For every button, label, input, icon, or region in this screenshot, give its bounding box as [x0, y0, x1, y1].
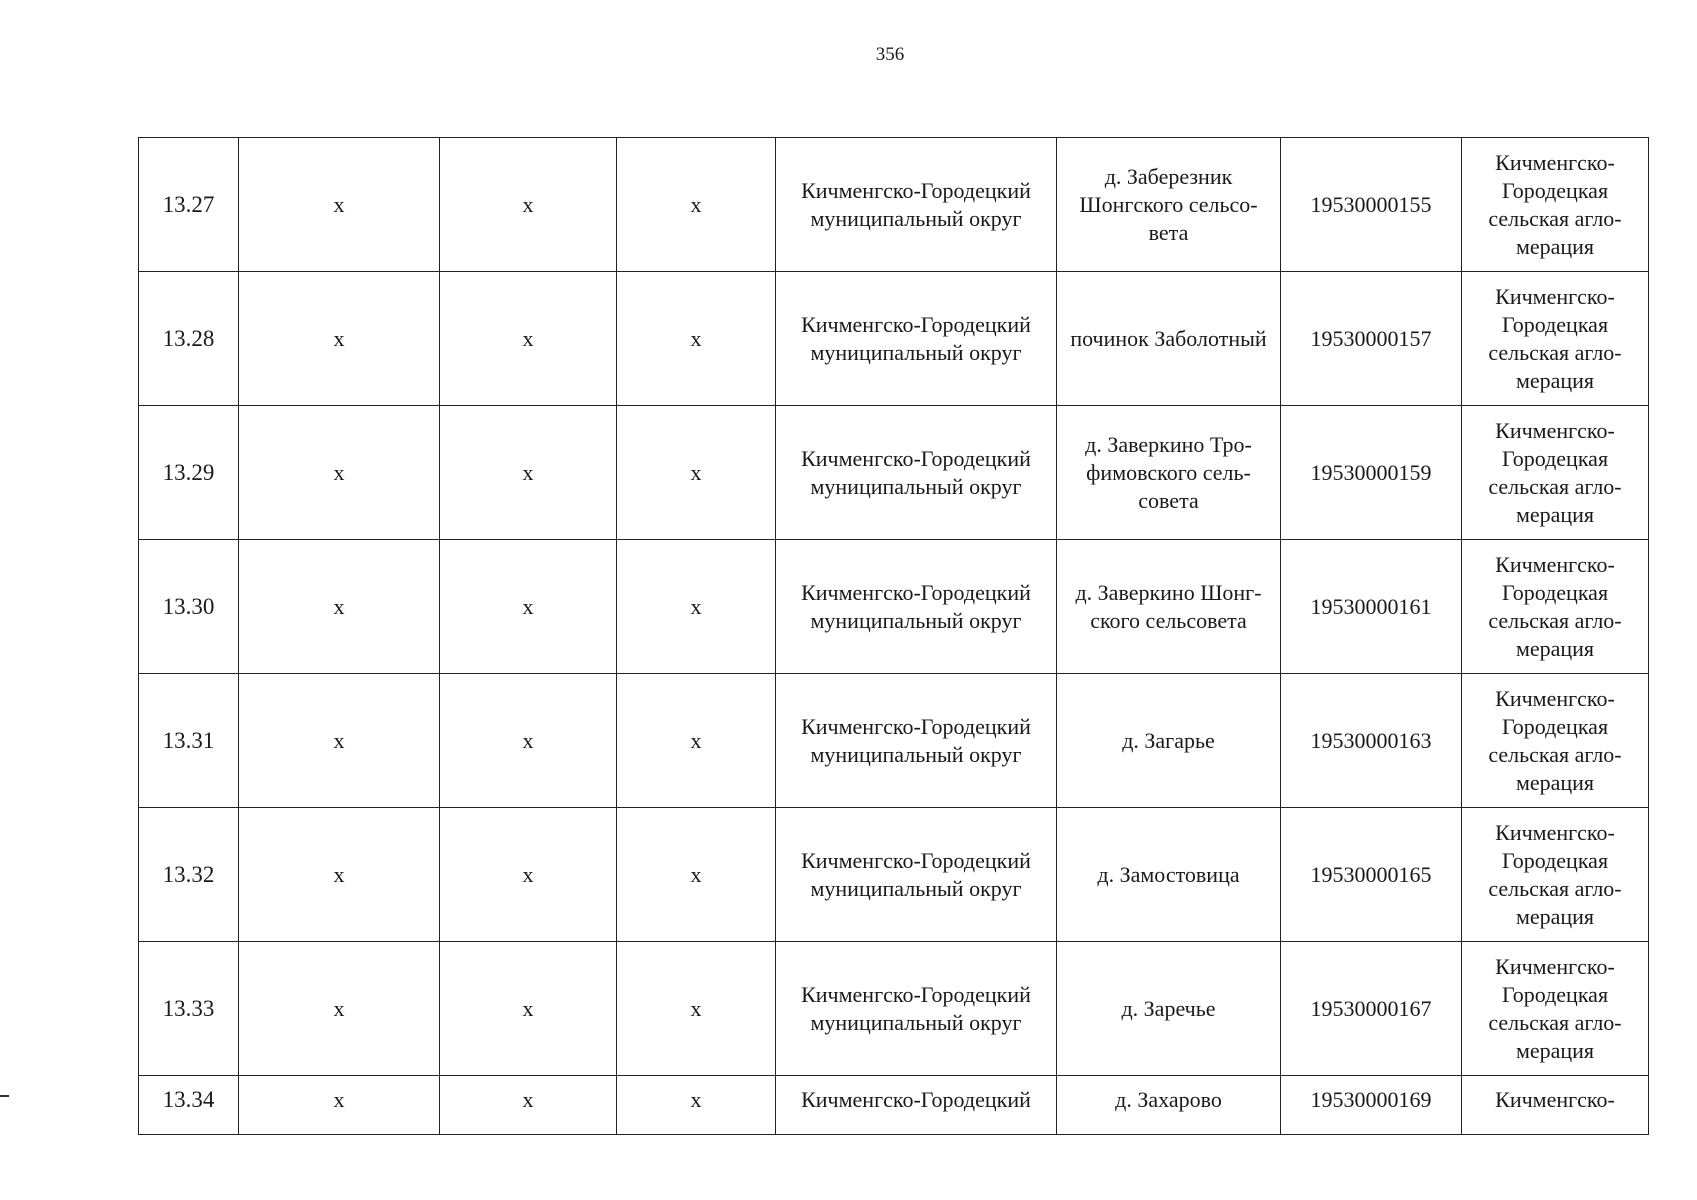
x-mark-cell: х [617, 406, 776, 540]
district-cell: Кичменгско-Городецкий [776, 1076, 1057, 1135]
x-mark-cell: х [617, 942, 776, 1076]
x-mark-cell: х [440, 406, 617, 540]
table-row [139, 406, 1649, 540]
x-mark-cell: х [617, 674, 776, 808]
district-cell: Кичменгско-Городецкий муниципальный округ [776, 138, 1057, 272]
locality-cell: д. Замостовица [1057, 808, 1281, 942]
x-mark-cell: х [617, 272, 776, 406]
margin-mark [0, 1095, 9, 1097]
x-mark-cell: х [617, 540, 776, 674]
code-cell: 19530000163 [1281, 674, 1462, 808]
district-cell: Кичменгско-Городецкий муниципальный округ [776, 540, 1057, 674]
district-cell: Кичменгско-Городецкий муниципальный округ [776, 406, 1057, 540]
x-mark-cell: х [440, 808, 617, 942]
agglomeration-cell: Кичменгско-Городецкая сельская агло-мерация [1462, 540, 1649, 674]
x-mark-cell: х [239, 1076, 440, 1135]
x-mark-cell: х [440, 674, 617, 808]
row-number-cell: 13.34 [139, 1076, 239, 1135]
x-mark-cell: х [239, 138, 440, 272]
agglomeration-cell: Кичменгско-Городецкая сельская агло-мерация [1462, 942, 1649, 1076]
table-row [139, 674, 1649, 808]
page-number: 356 [875, 44, 905, 65]
x-mark-cell: х [239, 808, 440, 942]
x-mark-cell: х [440, 272, 617, 406]
row-number-cell: 13.30 [139, 540, 239, 674]
agglomeration-cell: Кичменгско- [1462, 1076, 1649, 1135]
x-mark-cell: х [239, 942, 440, 1076]
district-cell: Кичменгско-Городецкий муниципальный округ [776, 808, 1057, 942]
locality-cell: д. Заречье [1057, 942, 1281, 1076]
agglomeration-cell: Кичменгско-Городецкая сельская агло-мерация [1462, 138, 1649, 272]
row-number-cell: 13.31 [139, 674, 239, 808]
x-mark-cell: х [617, 808, 776, 942]
code-cell: 19530000155 [1281, 138, 1462, 272]
x-mark-cell: х [440, 1076, 617, 1135]
x-mark-cell: х [440, 942, 617, 1076]
code-cell: 19530000161 [1281, 540, 1462, 674]
row-number-cell: 13.29 [139, 406, 239, 540]
table-row [139, 138, 1649, 272]
x-mark-cell: х [239, 540, 440, 674]
locality-cell: д. Заверкино Шонг-ского сельсовета [1057, 540, 1281, 674]
table-row [139, 540, 1649, 674]
table-row [139, 1076, 1649, 1135]
agglomeration-cell: Кичменгско-Городецкая сельская агло-мерация [1462, 808, 1649, 942]
x-mark-cell: х [617, 1076, 776, 1135]
agglomeration-cell: Кичменгско-Городецкая сельская агло-мерация [1462, 406, 1649, 540]
locality-cell: починок Заболотный [1057, 272, 1281, 406]
district-cell: Кичменгско-Городецкий муниципальный округ [776, 942, 1057, 1076]
code-cell: 19530000165 [1281, 808, 1462, 942]
locality-cell: д. Заберезник Шонгского сельсо-вета [1057, 138, 1281, 272]
x-mark-cell: х [239, 272, 440, 406]
row-number-cell: 13.28 [139, 272, 239, 406]
code-cell: 19530000157 [1281, 272, 1462, 406]
table-row [139, 808, 1649, 942]
agglomeration-cell: Кичменгско-Городецкая сельская агло-мерация [1462, 674, 1649, 808]
x-mark-cell: х [440, 540, 617, 674]
locality-cell: д. Захарово [1057, 1076, 1281, 1135]
code-cell: 19530000169 [1281, 1076, 1462, 1135]
district-cell: Кичменгско-Городецкий муниципальный округ [776, 674, 1057, 808]
agglomeration-cell: Кичменгско-Городецкая сельская агло-мерация [1462, 272, 1649, 406]
x-mark-cell: х [617, 138, 776, 272]
code-cell: 19530000167 [1281, 942, 1462, 1076]
district-cell: Кичменгско-Городецкий муниципальный округ [776, 272, 1057, 406]
settlements-table [138, 137, 1649, 1135]
row-number-cell: 13.32 [139, 808, 239, 942]
code-cell: 19530000159 [1281, 406, 1462, 540]
row-number-cell: 13.27 [139, 138, 239, 272]
locality-cell: д. Загарье [1057, 674, 1281, 808]
row-number-cell: 13.33 [139, 942, 239, 1076]
x-mark-cell: х [239, 406, 440, 540]
table-row [139, 942, 1649, 1076]
locality-cell: д. Заверкино Тро-фимовского сель-совета [1057, 406, 1281, 540]
table-row [139, 272, 1649, 406]
x-mark-cell: х [239, 674, 440, 808]
x-mark-cell: х [440, 138, 617, 272]
